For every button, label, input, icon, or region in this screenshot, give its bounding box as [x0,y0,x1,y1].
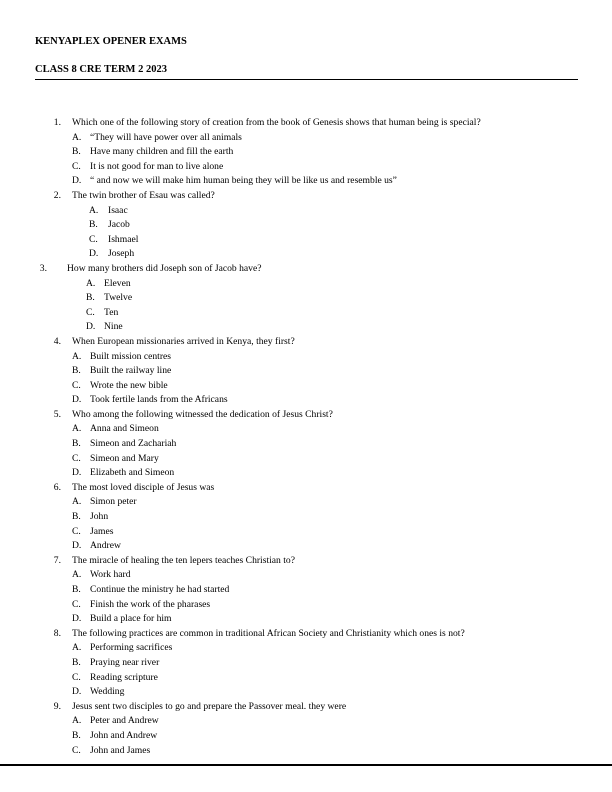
option-letter: B. [72,365,81,377]
footer-divider [0,764,612,766]
question-text: How many brothers did Joseph son of Jacob have? [67,262,262,274]
option [0,131,612,146]
option-text: Joseph [108,248,135,260]
option [0,320,612,335]
option [0,466,612,481]
option [0,671,612,686]
option [0,160,612,175]
option-text: Built the railway line [90,365,172,377]
exam-subtitle: CLASS 8 CRE TERM 2 2023 [35,64,167,75]
option-text: “ and now we will make him human being they will be like us and resemble us” [90,175,397,187]
option-letter: D. [72,686,82,698]
option-letter: C. [72,525,81,537]
option [0,233,612,248]
option-text: Nine [104,321,123,333]
option [0,174,612,189]
option [0,583,612,598]
option-text: Build a place for him [90,613,172,625]
option-letter: A. [86,277,96,289]
option [0,539,612,554]
question-9 [0,700,612,715]
option [0,291,612,306]
question-number: 8. [53,627,61,639]
option-text: Praying near river [90,656,160,668]
option-text: Have many children and fill the earth [90,146,234,158]
option-text: Eleven [104,277,131,289]
option-letter: B. [72,656,81,668]
option-letter: C. [72,598,81,610]
option-letter: D. [72,613,82,625]
option-text: Work hard [90,569,131,581]
option [0,641,612,656]
question-4 [0,335,612,350]
option [0,525,612,540]
option-text: John [90,511,109,523]
option-text: Wedding [90,686,125,698]
question-text: The twin brother of Esau was called? [72,189,215,201]
option-letter: A. [72,569,82,581]
header-divider [35,79,578,80]
option-letter: A. [72,350,82,362]
question-8 [0,627,612,642]
option-letter: B. [72,438,81,450]
option [0,393,612,408]
option-letter: C. [72,671,81,683]
option [0,452,612,467]
option-letter: C. [72,379,81,391]
question-text: The following practices are common in traditional African Society and Christianity which ones is not? [72,627,465,639]
question-text: The most loved disciple of Jesus was [72,481,215,493]
exam-title: KENYAPLEX OPENER EXAMS [35,36,187,47]
option [0,510,612,525]
question-number: 1. [53,117,61,128]
question-5 [0,408,612,423]
option-letter: A. [72,131,82,143]
option [0,247,612,262]
option-letter: D. [89,248,99,260]
option-text: Isaac [108,204,128,216]
question-number: 3. [39,262,47,274]
question-6 [0,481,612,496]
option-text: John and Andrew [90,729,158,741]
option-text: Simeon and Mary [90,452,159,464]
option-text: Peter and Andrew [90,715,159,727]
option-letter: D. [86,321,96,333]
option-letter: C. [72,452,81,464]
option [0,204,612,219]
option [0,495,612,510]
option [0,379,612,394]
option-text: James [90,525,114,537]
question-number: 5. [53,408,61,420]
option-text: Jacob [108,219,130,231]
option [0,729,612,744]
question-number: 4. [53,335,61,347]
option-letter: D. [72,467,82,479]
question-text: Jesus sent two disciples to go and prepare the Passover meal. they were [72,700,347,712]
option [0,685,612,700]
option [0,145,612,160]
option-letter: A. [72,496,82,508]
option-letter: A. [89,204,99,216]
option [0,350,612,365]
option-text: Ishmael [108,233,139,245]
option-text: Reading scripture [90,671,158,683]
option [0,656,612,671]
option-letter: D. [72,394,82,406]
option-letter: C. [72,744,81,756]
option [0,744,612,759]
question-number: 2. [53,189,61,201]
option-letter: B. [72,511,81,523]
option-letter: B. [72,146,81,158]
question-text: The miracle of healing the ten lepers teaches Christian to? [72,554,295,566]
option-text: Finish the work of the pharases [90,598,211,610]
question-text: Who among the following witnessed the dedication of Jesus Christ? [72,408,333,420]
option-text: Simeon and Zachariah [90,438,177,450]
option-letter: C. [72,160,81,172]
option-text: Andrew [90,540,121,552]
option-text: John and James [90,744,151,756]
option-text: Continue the ministry he had started [90,584,230,595]
option-text: Performing sacrifices [90,642,173,654]
option [0,306,612,321]
option [0,422,612,437]
option-text: Simon peter [90,496,137,508]
option [0,277,612,292]
option-letter: D. [72,175,82,187]
option [0,612,612,627]
option [0,568,612,583]
option-text: Built mission centres [90,350,172,362]
option-text: Took fertile lands from the Africans [90,394,228,406]
option [0,364,612,379]
option-letter: A. [72,642,82,654]
option-letter: A. [72,715,82,727]
option-text: Elizabeth and Simeon [90,467,175,479]
question-text: When European missionaries arrived in Kenya, they first? [72,335,295,347]
option-text: Wrote the new bible [90,379,168,391]
question-number: 7. [53,554,61,566]
option [0,714,612,729]
option [0,437,612,452]
option-letter: B. [72,729,81,741]
option-letter: D. [72,540,82,552]
question-number: 9. [53,700,61,712]
option-letter: B. [89,219,98,231]
option-text: Anna and Simeon [90,423,159,435]
option-text: Ten [104,306,119,318]
option [0,218,612,233]
option-letter: C. [89,233,98,245]
option-letter: B. [72,584,81,595]
option-letter: A. [72,423,82,435]
option-text: Twelve [104,292,133,304]
option-text: “They will have power over all animals [90,131,242,143]
question-1 [0,116,612,131]
question-list [0,116,612,758]
question-number: 6. [53,481,61,493]
question-text: Which one of the following story of creation from the book of Genesis shows that human being is special? [72,117,481,128]
question-7 [0,554,612,569]
question-3 [0,262,612,277]
option [0,598,612,613]
option-text: It is not good for man to live alone [90,160,224,172]
option-letter: C. [86,306,95,318]
option-letter: B. [86,292,95,304]
question-2 [0,189,612,204]
